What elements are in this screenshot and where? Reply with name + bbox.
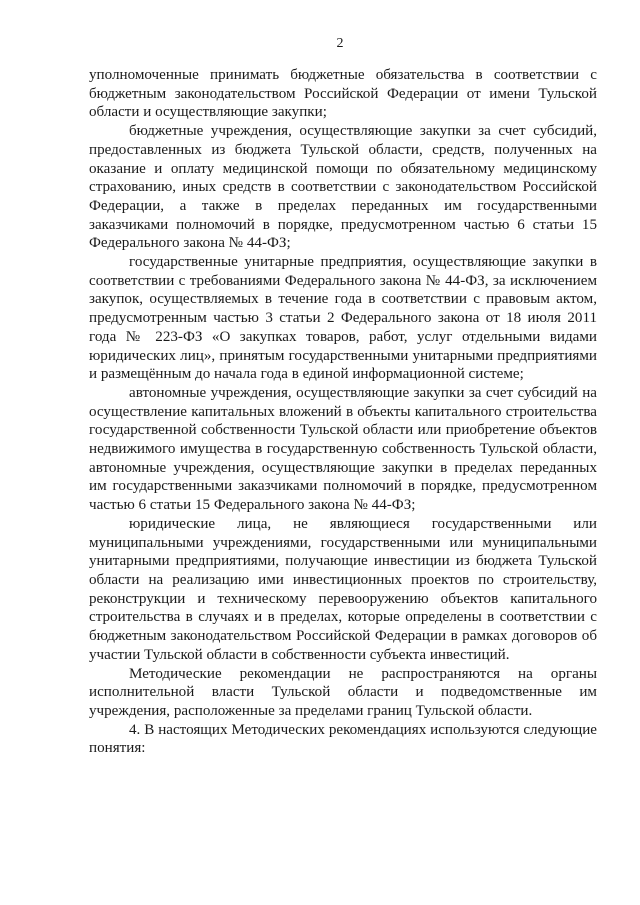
page-number: 2 (336, 36, 344, 51)
paragraph-unitary-enterprises: государственные унитарные предприятия, осуществляющие закупки в соответствии с требованиями Федерального закона № 44-ФЗ, за исключением закупок, осуществляемых в течение года в соответствии с правовым актом, предусмотренным частью 3 статьи 2 Федерального закона от 18 июля 2011 года № 223-ФЗ «О закупках товаров, работ, услуг отдельными видами юридических лиц», принятым государственными унитарными предприятиями и размещённым до начала года в единой информационной системе; (89, 254, 597, 383)
paragraph-budget-institutions: бюджетные учреждения, осуществляющие закупки за счет субсидий, предоставленных из бюджета Тульской области, средств, полученных на оказание и оплату медицинской помощи по обязательному медицинскому страхованию, иных средств в соответствии с законодательством Российской Федерации, а также в пределах переданных им государственными заказчиками полномочий в порядке, предусмотренном частью 6 статьи 15 Федерального закона № 44-ФЗ; (89, 123, 597, 252)
paragraph-legal-entities: юридические лица, не являющиеся государственными или муниципальными учреждениями, государственными или муниципальными унитарными предприятиями, получающие инвестиции из бюджета Тульской области на реализацию ими инвестиционных проектов по строительству, реконструкции и техническому перевооружению объектов капитального строительства в случаях и в пределах, которые определены в соответствии с бюджетным законодательством Российской Федерации в рамках договоров об участии Тульской области в собственности субъекта инвестиций. (89, 515, 597, 663)
paragraph-authorized-bodies: уполномоченные принимать бюджетные обязательства в соответствии с бюджетным законодательством Российской Федерации от имени Тульской области и осуществляющие закупки; (89, 67, 597, 121)
document-body (89, 66, 597, 758)
paragraph-section-4: 4. В настоящих Методических рекомендациях используются следующие понятия: (89, 721, 597, 757)
paragraph-autonomous-institutions: автономные учреждения, осуществляющие закупки за счет субсидий на осуществление капитальных вложений в объекты капитального строительства государственной собственности Тульской области или приобретение объектов недвижимого имущества в государственную собственность Тульской области, автономные учреждения, осуществляющие закупки в пределах переданных им государственными заказчиками полномочий в порядке, предусмотренном частью 6 статьи 15 Федерального закона № 44-ФЗ; (89, 384, 597, 514)
paragraph-scope-exclusion: Методические рекомендации не распространяются на органы исполнительной власти Тульской области и подведомственные им учреждения, расположенные за пределами границ Тульской области. (89, 665, 597, 719)
